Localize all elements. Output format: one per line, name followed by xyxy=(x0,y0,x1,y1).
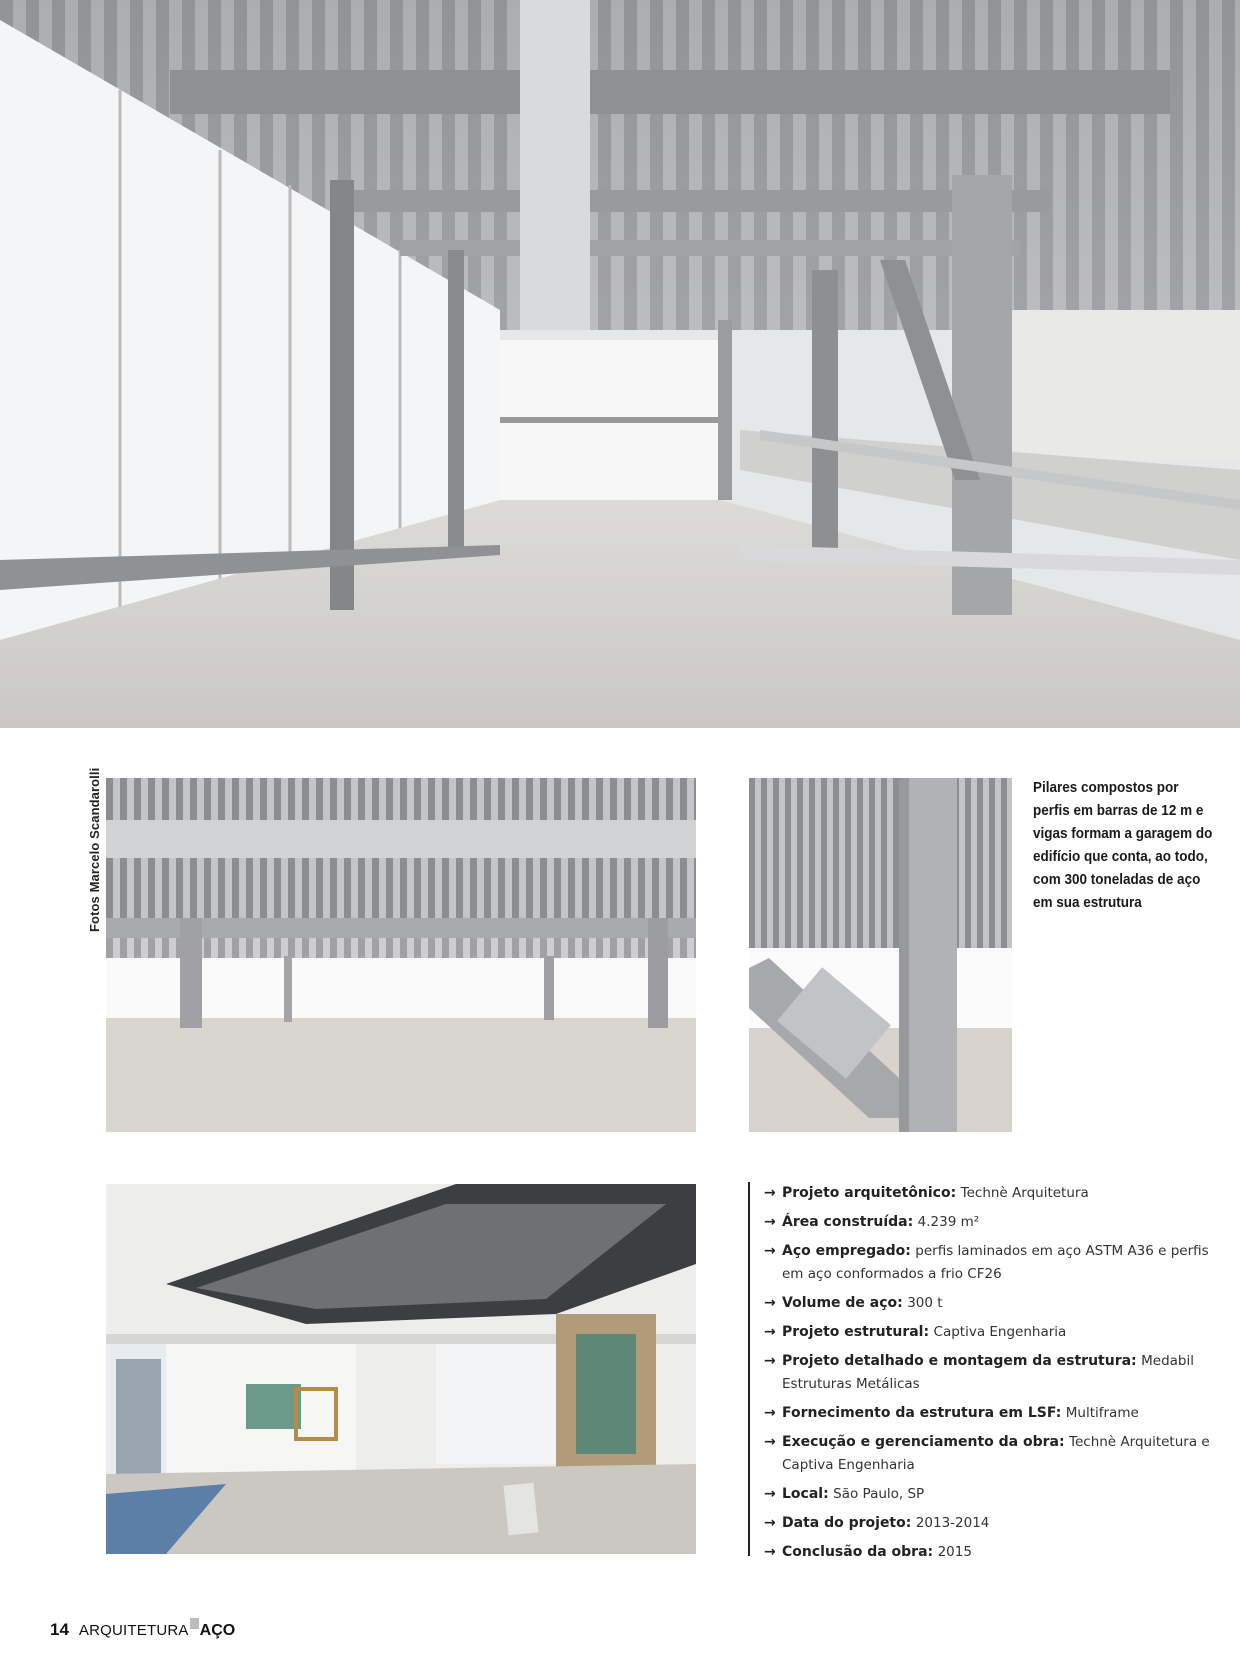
hero-photo xyxy=(0,0,1240,728)
spec-item xyxy=(764,1292,1218,1315)
spec-value: Technè Arquitetura xyxy=(960,1185,1089,1201)
arrow-right-icon: → xyxy=(764,1324,776,1340)
spec-item xyxy=(764,1240,1218,1286)
spec-label: Conclusão da obra: xyxy=(782,1544,934,1560)
spec-value: 2013-2014 xyxy=(915,1515,990,1531)
page-number: 14 xyxy=(50,1620,69,1639)
page-footer xyxy=(50,1620,235,1644)
spec-item xyxy=(764,1402,1218,1425)
arrow-right-icon: → xyxy=(764,1243,776,1259)
spec-label: Projeto estrutural: xyxy=(782,1324,930,1340)
arrow-right-icon: → xyxy=(764,1544,776,1560)
spec-item xyxy=(764,1182,1218,1205)
spec-label: Volume de aço: xyxy=(782,1295,903,1311)
spec-value: 4.239 m² xyxy=(917,1214,980,1230)
arrow-right-icon: → xyxy=(764,1515,776,1531)
garage-photo xyxy=(106,778,696,1132)
spec-label: Aço empregado: xyxy=(782,1243,911,1259)
spec-value: 2015 xyxy=(937,1544,972,1560)
project-specs xyxy=(748,1182,1218,1560)
spec-item xyxy=(764,1483,1218,1506)
spec-value: Technè Arquitetura e Captiva Engenharia xyxy=(782,1434,1210,1473)
spec-value: Medabil Estruturas Metálicas xyxy=(782,1353,1194,1392)
brand-mark-icon xyxy=(190,1618,199,1629)
spec-value: Captiva Engenharia xyxy=(933,1324,1067,1340)
photo-credit-text: Fotos Marcelo Scandarolli xyxy=(87,767,102,932)
spec-value: perfis laminados em aço ASTM A36 e perfis em aço conformados a frio CF26 xyxy=(782,1243,1209,1282)
spec-item xyxy=(764,1321,1218,1344)
spec-item xyxy=(764,1541,1218,1564)
interior-photo xyxy=(106,1184,696,1554)
arrow-right-icon: → xyxy=(764,1295,776,1311)
spec-label: Execução e gerenciamento da obra: xyxy=(782,1434,1065,1450)
spec-item xyxy=(764,1512,1218,1535)
spec-item xyxy=(764,1431,1218,1477)
arrow-right-icon: → xyxy=(764,1486,776,1502)
spec-label: Fornecimento da estrutura em LSF: xyxy=(782,1405,1062,1421)
magazine-brand-part2: AÇO xyxy=(199,1622,236,1639)
column-detail-photo xyxy=(749,778,1012,1132)
spec-label: Projeto detalhado e montagem da estrutura: xyxy=(782,1353,1137,1369)
arrow-right-icon: → xyxy=(764,1185,776,1201)
spec-value: Multiframe xyxy=(1065,1405,1139,1421)
spec-label: Projeto arquitetônico: xyxy=(782,1185,957,1201)
spec-label: Área construída: xyxy=(782,1214,914,1230)
arrow-right-icon: → xyxy=(764,1405,776,1421)
spec-label: Data do projeto: xyxy=(782,1515,912,1531)
arrow-right-icon: → xyxy=(764,1214,776,1230)
spec-value: São Paulo, SP xyxy=(833,1486,925,1502)
spec-item xyxy=(764,1350,1218,1396)
arrow-right-icon: → xyxy=(764,1353,776,1369)
spec-label: Local: xyxy=(782,1486,829,1502)
spec-item xyxy=(764,1211,1218,1234)
magazine-brand-part1: ARQUITETURA xyxy=(78,1622,189,1639)
photo-credit xyxy=(86,767,106,932)
spec-value: 300 t xyxy=(907,1295,943,1311)
photo-caption: Pilares compostos por perfis em barras de 12 m e vigas formam a garagem do edifício que conta, ao todo, com 300 toneladas de aço em sua estrutura xyxy=(1033,779,1213,911)
arrow-right-icon: → xyxy=(764,1434,776,1450)
